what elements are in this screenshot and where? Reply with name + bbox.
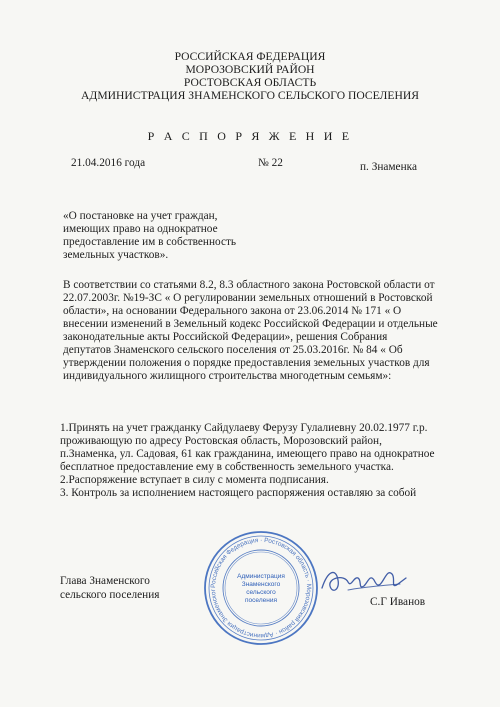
preamble-line: депутатов Знаменского сельского поселения от 25.03.2016г. № 84 « Об: [63, 344, 403, 356]
subject-line: предоставление им в собственность: [63, 236, 237, 248]
item-line: 3. Контроль за исполнением настоящего распоряжения оставляю за собой: [60, 487, 417, 499]
header-region: РОСТОВСКАЯ ОБЛАСТЬ: [183, 76, 317, 89]
item-line: п.Знаменка, ул. Садовая, 61 как гражданина, имеющего право на однократное: [60, 448, 435, 460]
signatory-position: сельского поселения: [60, 589, 160, 601]
official-seal: [203, 530, 319, 646]
preamble-line: области», на основании Федерального закона от 23.06.2014 № 171 « О: [63, 305, 402, 317]
preamble-line: утверждении положения о порядке предоставления земельных участков для: [63, 357, 430, 369]
subject-line: земельных участков».: [63, 249, 169, 261]
item-line: проживающую по адресу Ростовская область, Морозовский район,: [60, 435, 382, 447]
subject-line: «О постановке на учет граждан,: [63, 210, 218, 222]
signatory-position: Глава Знаменского: [60, 575, 150, 587]
preamble-line: В соответствии со статьями 8.2, 8.3 областного закона Ростовской области от: [63, 279, 435, 291]
preamble-line: законодательные акты Российской Федерации», решения Собрания: [63, 331, 388, 343]
header-country: РОССИЙСКАЯ ФЕДЕРАЦИЯ: [174, 50, 326, 63]
subject-line: имеющих право на однократное: [63, 223, 218, 235]
document-number: № 22: [258, 157, 283, 169]
item-line: 1.Принять на учет гражданку Сайдулаеву Ферузу Гулалиевну 20.02.1977 г.р.: [60, 422, 428, 434]
signatory-name: С.Г Иванов: [370, 596, 426, 608]
header-district: МОРОЗОВСКИЙ РАЙОН: [185, 63, 315, 76]
item-line: бесплатное предоставление ему в собственность земельного участка.: [60, 461, 394, 473]
item-line: 2.Распоряжение вступает в силу с момента подписания.: [60, 474, 329, 486]
seal-ring-text: Российская Федерация · Ростовская область · Морозовский район · Администрация Знаменског: [209, 536, 313, 640]
document-place: п. Знаменка: [360, 161, 417, 173]
seal-center-text: поселения: [245, 597, 277, 604]
header-administration: АДМИНИСТРАЦИЯ ЗНАМЕНСКОГО СЕЛЬСКОГО ПОСЕЛЕНИЯ: [81, 89, 419, 102]
document-title: Р А С П О Р Я Ж Е Н И Е: [147, 129, 353, 143]
handwritten-signature: [318, 560, 408, 600]
seal-center-text: Знаменского: [241, 581, 281, 588]
seal-center-text: сельского: [246, 589, 276, 596]
document-date: 21.04.2016 года: [71, 157, 146, 169]
preamble-line: внесении изменений в Земельный кодекс Российской Федерации и отдельные: [63, 318, 438, 330]
preamble-line: индивидуального жилищного строительства многодетным семьям»:: [63, 370, 392, 382]
seal-center-text: Администрация: [237, 573, 285, 580]
preamble-line: 22.07.2003г. №19-ЗС « О регулировании земельных отношений в Ростовской: [63, 292, 433, 304]
